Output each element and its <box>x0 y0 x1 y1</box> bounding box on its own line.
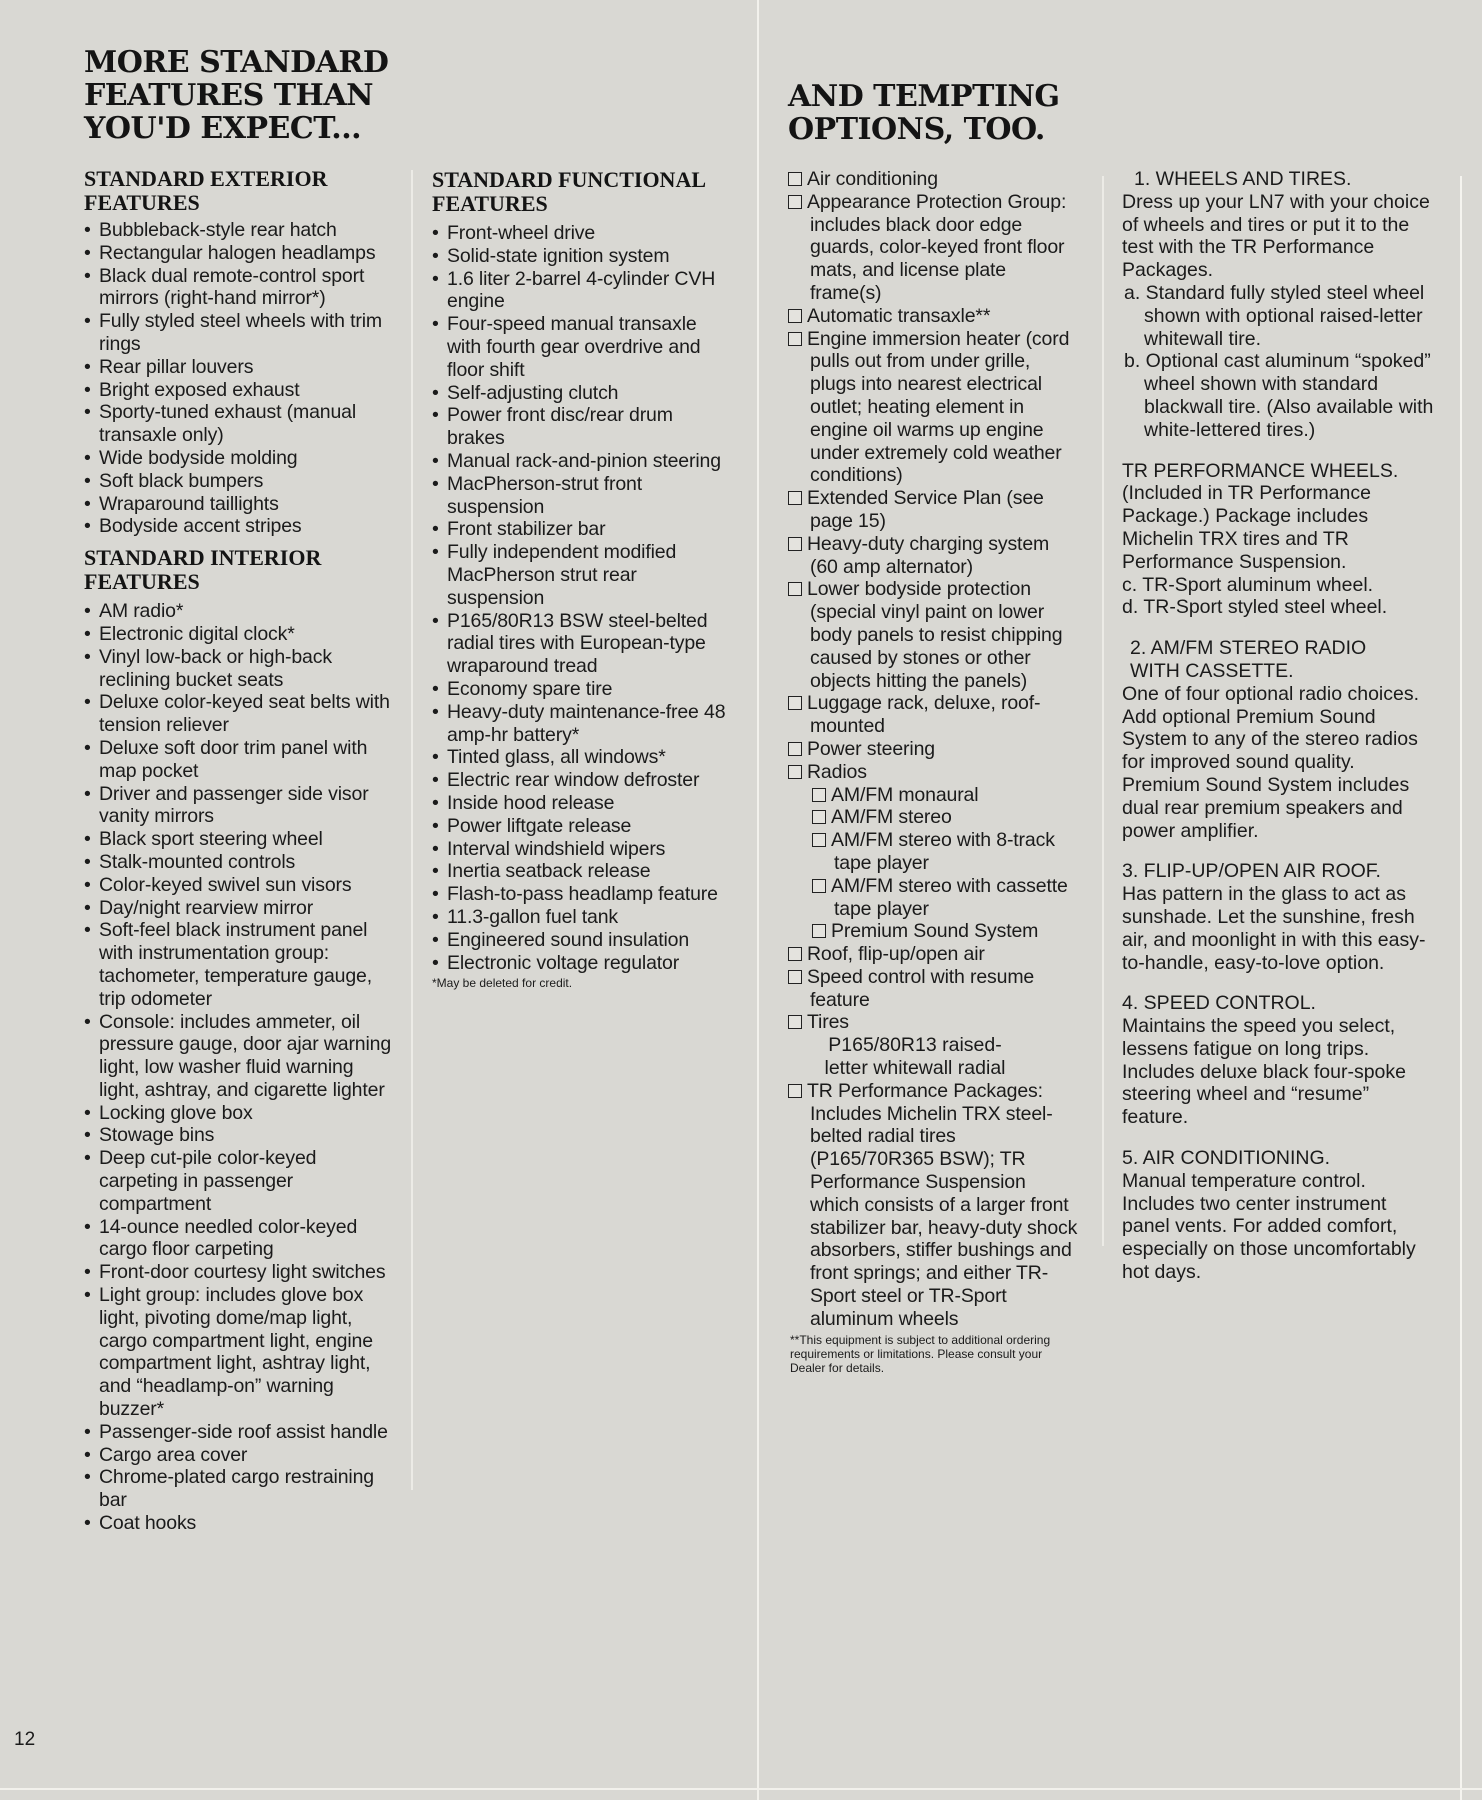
options-footnote: **This equipment is subject to additional ordering requirements or limitations. Please consult your Dealer for details. <box>790 1332 1051 1375</box>
standard-features-column <box>84 46 394 1535</box>
checkbox[interactable] <box>788 195 802 209</box>
feature-item: • Engineered sound insulation <box>432 929 732 952</box>
option-label: Lower bodyside protection (special vinyl paint on lower body panels to resist chipping caused by stones or other objects hitting the panels) <box>807 578 1063 692</box>
tires-detail: P165/80R13 raised-letter whitewall radial <box>824 1034 1006 1080</box>
feature-item: • Deluxe soft door trim panel with map pocket <box>84 737 394 783</box>
feature-item: • Tinted glass, all windows* <box>432 746 732 769</box>
option-item <box>788 943 1080 966</box>
functional-features-list <box>432 222 732 974</box>
sub-option-item <box>812 829 1080 875</box>
checkbox[interactable] <box>812 810 826 824</box>
feature-item: • Self-adjusting clutch <box>432 382 732 405</box>
checkbox[interactable] <box>812 833 826 847</box>
option-label: Engine immersion heater (cord pulls out from under grille, plugs into nearest electrical outlet; heating element in engine oil warms up engine under extremely cold weather conditions) <box>807 327 1070 487</box>
section-heading: TR PERFORMANCE WHEELS. <box>1122 459 1399 482</box>
option-label: Automatic transaxle** <box>807 304 991 327</box>
heading-line: STANDARD FUNCTIONAL <box>432 167 707 192</box>
heading-line: FEATURES <box>84 190 200 215</box>
feature-item: • Electric rear window defroster <box>432 769 732 792</box>
checkbox[interactable] <box>788 947 802 961</box>
feature-item: • Soft black bumpers <box>84 470 394 493</box>
feature-item: • Console: includes ammeter, oil pressure gauge, door ajar warning light, low washer fluid warning light, ashtray, and cigarette lighter <box>84 1011 394 1102</box>
options-title <box>788 80 1080 146</box>
checkbox[interactable] <box>788 332 802 346</box>
feature-item: • Solid-state ignition system <box>432 245 732 268</box>
feature-item: • MacPherson-strut front suspension <box>432 473 732 519</box>
feature-item: • Deluxe color-keyed seat belts with tension reliever <box>84 691 394 737</box>
option-label: Premium Sound System <box>831 920 1039 943</box>
radio-description <box>1122 637 1438 842</box>
interior-features-list <box>84 600 394 1535</box>
feature-item: • Manual rack-and-pinion steering <box>432 450 732 473</box>
title-line: FEATURES THAN <box>84 78 374 113</box>
feature-item: • Day/night rearview mirror <box>84 897 394 920</box>
feature-item: • Driver and passenger side visor vanity mirrors <box>84 783 394 829</box>
checkbox[interactable] <box>788 765 802 779</box>
option-label: AM/FM monaural <box>831 783 979 806</box>
option-label: AM/FM stereo <box>831 806 952 829</box>
feature-item: • Power liftgate release <box>432 815 732 838</box>
sub-option-item <box>812 875 1080 921</box>
feature-item: • Stowage bins <box>84 1124 394 1147</box>
sub-option-item <box>812 920 1080 943</box>
checkbox[interactable] <box>788 172 802 186</box>
section-heading: 3. FLIP-UP/OPEN AIR ROOF. <box>1122 860 1381 883</box>
section-text: Dress up your LN7 with your choice of wheels and tires or put it to the test with the TR Performance Packages. <box>1122 190 1430 282</box>
main-title <box>84 46 394 145</box>
checkbox[interactable] <box>812 879 826 893</box>
feature-item: • Front stabilizer bar <box>432 518 732 541</box>
feature-item: • Bright exposed exhaust <box>84 379 394 402</box>
column-divider <box>1102 176 1104 1246</box>
exterior-features-list <box>84 219 394 538</box>
option-label: Appearance Protection Group: includes black door edge guards, color-keyed front floor mats, and license plate frame(s) <box>807 190 1067 304</box>
feature-item: • Wide bodyside molding <box>84 447 394 470</box>
checkbox[interactable] <box>788 1015 802 1029</box>
option-item <box>788 738 1080 761</box>
options-checklist <box>788 168 1080 1034</box>
feature-item: • Cargo area cover <box>84 1444 394 1467</box>
feature-item: • 1.6 liter 2-barrel 4-cylinder CVH engine <box>432 268 732 314</box>
options-column <box>788 80 1080 1375</box>
feature-item: • Black sport steering wheel <box>84 828 394 851</box>
option-label: Power steering <box>807 737 935 760</box>
item-c: c. TR-Sport aluminum wheel. <box>1122 573 1374 596</box>
feature-item: • Bubbleback-style rear hatch <box>84 219 394 242</box>
feature-item: • Bodyside accent stripes <box>84 515 394 538</box>
title-line: OPTIONS, TOO. <box>788 112 1045 147</box>
option-item <box>788 191 1080 305</box>
feature-item: • Wraparound taillights <box>84 493 394 516</box>
title-line: YOU'D EXPECT... <box>84 111 362 146</box>
speed-control-description <box>1122 992 1438 1129</box>
functional-heading <box>432 168 732 216</box>
option-item <box>788 328 1080 488</box>
tr-wheels-description <box>1122 460 1438 620</box>
option-item <box>788 305 1080 328</box>
item-d: d. TR-Sport styled steel wheel. <box>1122 596 1388 619</box>
feature-item: • Interval windshield wipers <box>432 838 732 861</box>
feature-item: • Inside hood release <box>432 792 732 815</box>
feature-item: • AM radio* <box>84 600 394 623</box>
option-item <box>788 692 1080 738</box>
sub-option-item <box>812 806 1080 829</box>
feature-item: • Color-keyed swivel sun visors <box>84 874 394 897</box>
checkbox[interactable] <box>788 537 802 551</box>
item-a: a. Standard fully styled steel wheel shown with optional raised-letter whitewall tire. <box>1124 281 1425 350</box>
wheels-description <box>1122 168 1438 442</box>
feature-item: • Light group: includes glove box light, pivoting dome/map light, cargo compartment light, engine compartment light, ashtray light, and “headlamp-on” warning buzzer* <box>84 1284 394 1421</box>
functional-footnote: *May be deleted for credit. <box>432 976 573 991</box>
descriptions-column <box>1122 168 1438 1302</box>
functional-features-column <box>432 168 732 990</box>
option-item <box>788 1011 1080 1034</box>
page-edge-line <box>1460 176 1462 1800</box>
page-number: 12 <box>14 1729 36 1750</box>
feature-item: • Rectangular halogen headlamps <box>84 242 394 265</box>
option-item <box>788 578 1080 692</box>
checkbox[interactable] <box>788 696 802 710</box>
feature-item: • Flash-to-pass headlamp feature <box>432 883 732 906</box>
option-item <box>788 966 1080 1012</box>
checkbox[interactable] <box>812 924 826 938</box>
option-item <box>788 533 1080 579</box>
title-line: MORE STANDARD <box>84 45 389 80</box>
page-fold-line <box>757 0 759 1800</box>
feature-item: • Front-door courtesy light switches <box>84 1261 394 1284</box>
heading-line: FEATURES <box>84 569 200 595</box>
feature-item: • Passenger-side roof assist handle <box>84 1421 394 1444</box>
checkbox[interactable] <box>788 1084 802 1098</box>
feature-item: • Soft-feel black instrument panel with instrumentation group: tachometer, temperature gauge, trip odometer <box>84 919 394 1010</box>
air-conditioning-description <box>1122 1147 1438 1284</box>
feature-item: • Economy spare tire <box>432 678 732 701</box>
option-label: Heavy-duty charging system (60 amp alternator) <box>807 532 1050 578</box>
heading-line: STANDARD EXTERIOR <box>84 166 328 191</box>
section-text: Manual temperature control. Includes two center instrument panel vents. For added comfort, especially on those uncomfortably hot days. <box>1122 1169 1416 1284</box>
feature-item: • Stalk-mounted controls <box>84 851 394 874</box>
heading-line: FEATURES <box>432 191 548 216</box>
checkbox[interactable] <box>788 309 802 323</box>
feature-item: • Power front disc/rear drum brakes <box>432 404 732 450</box>
option-item <box>788 761 1080 784</box>
feature-item: • Coat hooks <box>84 1512 394 1535</box>
option-label: Radios <box>807 760 867 783</box>
feature-item: • Fully independent modified MacPherson strut rear suspension <box>432 541 732 609</box>
title-line: AND TEMPTING <box>788 79 1060 114</box>
option-label: Speed control with resume feature <box>807 965 1035 1011</box>
feature-item: • P165/80R13 BSW steel-belted radial tires with European-type wraparound tread <box>432 610 732 678</box>
feature-item: • Front-wheel drive <box>432 222 732 245</box>
feature-item: • Inertia seatback release <box>432 860 732 883</box>
feature-item: • Heavy-duty maintenance-free 48 amp-hr battery* <box>432 701 732 747</box>
checkbox[interactable] <box>788 582 802 596</box>
section-heading: 4. SPEED CONTROL. <box>1122 992 1316 1015</box>
option-label: Air conditioning <box>807 168 938 190</box>
section-heading: 1. WHEELS AND TIRES. <box>1134 168 1352 190</box>
option-label: Roof, flip-up/open air <box>807 943 985 966</box>
feature-item: • Rear pillar louvers <box>84 356 394 379</box>
option-label: AM/FM stereo with 8-track tape player <box>831 829 1055 874</box>
section-text: Maintains the speed you select, lessens fatigue on long trips. Includes deluxe black four-spoke steering wheel and “resume” feature. <box>1122 1015 1406 1129</box>
heading-line: STANDARD INTERIOR <box>84 545 322 571</box>
feature-item: • Deep cut-pile color-keyed carpeting in passenger compartment <box>84 1147 394 1215</box>
sub-option-item <box>812 784 1080 807</box>
checkbox[interactable] <box>812 788 826 802</box>
feature-item: • Vinyl low-back or high-back reclining bucket seats <box>84 646 394 692</box>
option-item <box>788 168 1080 191</box>
section-heading: 2. AM/FM STEREO RADIO WITH CASSETTE. <box>1130 637 1367 682</box>
section-text: Has pattern in the glass to act as sunshade. Let the sunshine, fresh air, and moonlight in with this easy-to-handle, easy-to-love option. <box>1122 883 1426 974</box>
feature-item: • Locking glove box <box>84 1102 394 1125</box>
checkbox[interactable] <box>788 742 802 756</box>
option-label: TR Performance Packages: Includes Michelin TRX steel-belted radial tires (P165/70R365 BSW); TR Performance Suspension which consists of a larger front stabilizer bar, heavy-duty shock absorbers, stiffer bushings and front springs; and either TR-Sport steel or TR-Sport aluminum wheels <box>807 1079 1078 1330</box>
interior-heading <box>84 546 394 594</box>
feature-item: • Four-speed manual transaxle with fourth gear overdrive and floor shift <box>432 313 732 381</box>
option-label: AM/FM stereo with cassette tape player <box>831 874 1068 920</box>
option-label: Tires <box>807 1011 849 1034</box>
feature-item: • 11.3-gallon fuel tank <box>432 906 732 929</box>
option-label: Extended Service Plan (see page 15) <box>807 487 1044 532</box>
feature-item: • Black dual remote-control sport mirrors (right-hand mirror*) <box>84 265 394 311</box>
roof-description <box>1122 860 1438 974</box>
option-item <box>788 487 1080 533</box>
feature-item: • Electronic digital clock* <box>84 623 394 646</box>
section-text: (Included in TR Performance Package.) Package includes Michelin TRX tires and TR Performance Suspension. <box>1122 482 1371 573</box>
feature-item: • Electronic voltage regulator <box>432 952 732 975</box>
feature-item: • 14-ounce needled color-keyed cargo floor carpeting <box>84 1216 394 1262</box>
exterior-heading <box>84 167 394 215</box>
feature-item: • Sporty-tuned exhaust (manual transaxle only) <box>84 401 394 447</box>
option-item <box>788 1080 1080 1331</box>
item-b: b. Optional cast aluminum “spoked” wheel shown with standard blackwall tire. (Also available with white-lettered tires.) <box>1124 350 1434 441</box>
section-text: One of four optional radio choices. Add optional Premium Sound System to any of the stereo radios for improved sound quality. Premium Sound System includes dual rear premium speakers and power amplifier. <box>1122 682 1420 842</box>
feature-item: • Chrome-plated cargo restraining bar <box>84 1466 394 1512</box>
checkbox[interactable] <box>788 970 802 984</box>
checkbox[interactable] <box>788 491 802 505</box>
option-label: Luggage rack, deluxe, roof-mounted <box>807 692 1041 738</box>
bottom-edge-line <box>0 1788 1482 1790</box>
tr-package-option <box>788 1080 1080 1331</box>
section-heading: 5. AIR CONDITIONING. <box>1122 1147 1331 1170</box>
column-divider <box>411 170 413 1490</box>
feature-item: • Fully styled steel wheels with trim rings <box>84 310 394 356</box>
